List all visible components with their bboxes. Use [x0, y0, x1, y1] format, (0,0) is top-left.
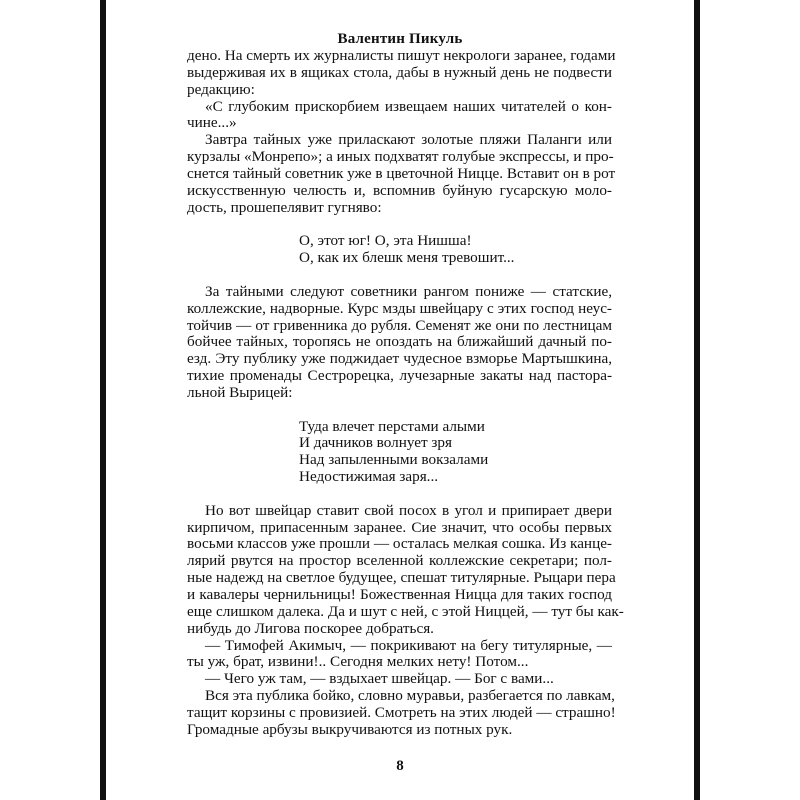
verse-line: О, как их блешк меня тревошит...	[299, 249, 515, 267]
text-line: нибудь до Лигова поскорее добраться.	[187, 619, 434, 637]
text-line: восьми классов уже прошли — осталась мелкая сошка. Из канце-	[187, 535, 612, 553]
blank-line	[187, 486, 612, 503]
text-line: редакцию:	[187, 80, 255, 98]
text-line: тащит корзины с провизией. Смотреть на этих людей — страшно!	[187, 703, 616, 721]
text-line: чине...»	[187, 114, 237, 132]
text-line: Но вот швейцар ставит свой посох в угол и припирает двери	[205, 501, 612, 519]
text-line: «С глубоким прискорбием извещаем наших читателей о кон-	[205, 97, 612, 115]
text-line: лярий рвутся на простор вселенной коллежские секретари; пол-	[187, 552, 612, 570]
text-line: Громадные арбузы выкручиваются из потных рук.	[187, 720, 513, 738]
blank-line	[187, 216, 612, 233]
verse-line: Над запыленными вокзалами	[299, 451, 489, 469]
text-line: кирпичом, припасенным заранее. Сие значит, что особы первых	[187, 518, 612, 536]
verse-line: О, этот юг! О, эта Нишша!	[299, 232, 472, 250]
text-line: ты уж, брат, извини!.. Сегодня мелких нету! Потом...	[187, 653, 529, 671]
verse-line: Недостижимая заря...	[299, 468, 439, 486]
text-line: ные надежд на светлое будущее, спешат титулярные. Рыцари пера	[187, 569, 616, 587]
page-frame-right	[694, 0, 700, 800]
text-line: тойчив — от гривенника до рубля. Семенят же они по лестницам	[187, 316, 612, 334]
text-line: искусственную челюсть и, вспомнив буйную гусарскую моло-	[187, 181, 612, 199]
book-page	[106, 0, 694, 800]
blank-line	[187, 402, 612, 419]
page-number: 8	[396, 758, 404, 774]
text-line: езд. Эту публику уже поджидает чудесное взморье Мартышкина,	[187, 350, 612, 368]
text-line: Вся эта публика бойко, словно муравьи, разбегается по лавкам,	[205, 687, 615, 705]
running-head-author: Валентин Пикуль	[337, 31, 463, 47]
text-line: еще слишком далека. Да и шут с ней, с этой Ниццей, — тут бы как-	[187, 602, 624, 620]
text-line: снется тайный советник уже в цветочной Ницце. Вставит он в рот	[187, 164, 616, 182]
text-line: курзалы «Монрепо»; а иных подхватят голубые экспрессы, и про-	[187, 148, 614, 166]
verse-line: И дачников волнует зря	[299, 434, 453, 452]
text-line: За тайными следуют советники рангом пониже — статские,	[205, 282, 612, 300]
text-line: дость, прошепелявит гугняво:	[187, 198, 382, 216]
text-line: дено. На смерть их журналисты пишут некрологи заранее, годами	[187, 47, 616, 64]
text-line: льной Вырицей:	[187, 383, 293, 401]
page-text	[187, 47, 624, 739]
text-line: выдерживая их в ящиках стола, дабы в нужный день не подвести	[187, 63, 612, 81]
text-line: коллежские, надворные. Курс мзды швейцару с этих господ неус-	[187, 299, 612, 317]
blank-line	[187, 267, 612, 284]
text-line: и кавалеры чернильницы! Божественная Ницца для таких господ	[187, 586, 612, 603]
text-line: — Тимофей Акимыч, — покрикивают на бегу титулярные, —	[205, 636, 612, 654]
text-line: Завтра тайных уже приласкают золотые пляжи Паланги или	[205, 131, 612, 149]
text-line: бойчее тайных, торопясь не опоздать на ближайший дачный по-	[187, 333, 612, 351]
verse-line: Туда влечет перстами алыми	[299, 417, 485, 435]
text-line: — Чего уж там, — вздыхает швейцар. — Бог с вами...	[205, 670, 554, 688]
text-line: тихие променады Сестрорецка, лучезарные закаты над пастора-	[187, 367, 612, 385]
